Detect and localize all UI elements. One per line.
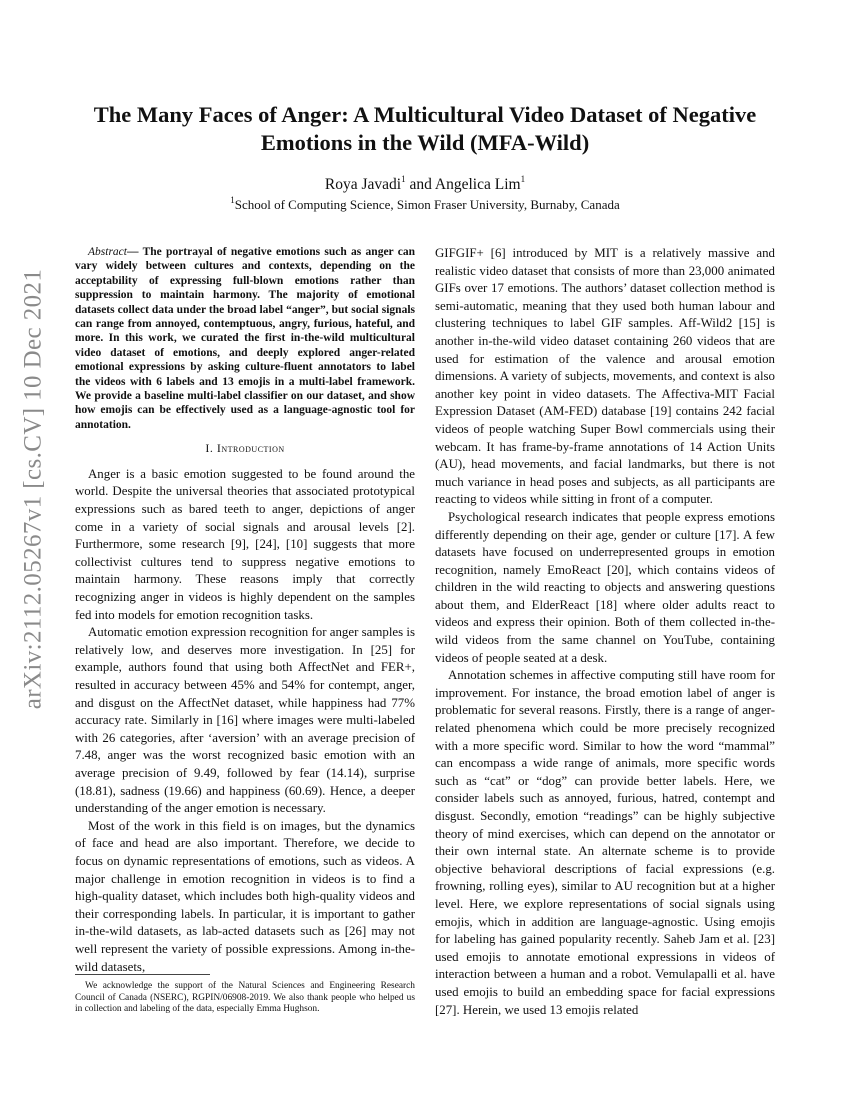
affiliation (70, 196, 780, 214)
author-list (70, 175, 780, 195)
right-column (435, 245, 775, 1019)
author-name: Angelica Lim (434, 176, 521, 193)
section-number: I. (205, 441, 214, 456)
author-conjunction: and (409, 176, 432, 193)
affiliation-mark: 1 (230, 194, 235, 205)
title-line-1: The Many Faces of Anger: A Multicultural Video Dataset of Negative (93, 102, 757, 127)
affiliation-text: School of Computing Science, Simon Fraser University, Burnaby, Canada (234, 197, 620, 212)
abstract-text: — The portrayal of negative emotions such as anger can vary widely between cultures and contexts, depending on the acceptability of expressing full-blown emotions rather than suppression to maintain harmony. The majority of emotional datasets collect data under the broad label “anger”, but social signals can range from annoyed, contemptuous, angry, furious, hateful, and more. In this work, we curated the first in-the-wild multicultural video dataset of emotions, and deeply explored anger-related emotional expressions by asking culture-fluent annotators to label the videos with 6 labels and 13 emojis in a multi-label framework. We provide a baseline multi-label classifier on our dataset, and show how emojis can be effectively used as a language-agnostic tool for annotation. (75, 246, 415, 431)
section-title: Introduction (216, 441, 285, 456)
author-affiliation-mark: 1 (520, 173, 526, 184)
section-heading-introduction (75, 440, 415, 458)
paragraph: Annotation schemes in affective computing still have room for improvement. For instance, the broad emotion label of anger is problematic for several reasons. Firstly, there is a range of anger-related phenomena which could be more precisely recognized with a more specific word. Similar to how the word “mammal” can encompass a wide range of animals, more specific words such as “cat” or “dog” can provide better labels. Here, we consider labels such as annoyed, furious, hatred, contempt and disgust. Secondly, emotion “readings” can be highly subjective theory of mind exercises, which can depend on the annotator or their own internal state. An alternate scheme is to provide objective behavioral descriptions of facial expressions (e.g. frowning, rolling eyes), similar to AU recognition but at a higher level. Here, we explore representations of social signals using emojis, which in addition are language-agnostic. Using emojis for labeling has gained popularity recently. Saheb Jam et al. [23] used emojis to annotate emotional expressions in videos of interaction between a human and a robot. Vemulapalli et al. have used emojis to build an embedding space for facial expressions [27]. Herein, we used 13 emojis related (435, 668, 775, 1017)
left-column (75, 245, 415, 976)
author-affiliation-mark: 1 (401, 173, 406, 184)
author-name: Roya Javadi (324, 176, 402, 193)
title-line-2: Emotions in the Wild (MFA-Wild) (260, 130, 590, 155)
paragraph: Most of the work in this field is on images, but the dynamics of face and head are also important. Therefore, we decide to focus on dynamic representations of emotions, such as videos. A major challenge in emotion recognition in videos is to find a high-quality dataset, which includes both high-quality videos and their corresponding labels. In particular, it is important to gather in-the-wild datasets, as lab-acted datasets such as [26] may not well represent the variety of possible expressions. Among in-the-wild datasets, (75, 818, 415, 974)
footnote (75, 977, 415, 1016)
paper-title (70, 101, 780, 157)
paragraph: GIFGIF+ [6] introduced by MIT is a relatively massive and realistic video dataset that consists of more than 23,000 animated GIFs over 17 emotions. The authors’ dataset collection method is semi-automatic, meaning that they used both human labour and clustering techniques to label GIF samples. Aff-Wild2 [15] is another in-the-wild video dataset containing 260 videos that are used for estimation of the valence and arousal emotion dimensions. A variety of subjects, movements, and context is also another key point in video datasets. The Affectiva-MIT Facial Expression Dataset (AM-FED) database [19] contains 242 facial videos of people watching Super Bowl commercials using their webcam. It has frame-by-frame annotations of 14 Action Units (AU), head movements, and facial landmarks, but there is not much variance in head poses and subjects, as all participants are reacting to videos while sitting in front of a computer. (435, 246, 775, 507)
footnote-text: We acknowledge the support of the Natural Sciences and Engineering Research Council of Canada (NSERC), RGPIN/06908-2019. We also thank people who helped us in collection and labeling of the data, especially Emma Hughson. (75, 981, 415, 1015)
paragraph: Psychological research indicates that people express emotions differently depending on their age, gender or culture [17]. A few datasets have focused on underrepresented groups in emotion recognition, namely EmoReact [20], which contains videos of children in the wild reacting to objects and answering questions about them, and ElderReact [18] where older adults react to videos and express their opinion. Both of them collected in-the-wild videos from the same channel on YouTube, containing videos of people seated at a desk. (435, 509, 775, 665)
paragraph: Automatic emotion expression recognition for anger samples is relatively low, and deserves more investigation. In [25] for example, authors found that using both AffectNet and FER+, resulted in accuracy between 45% and 54% for contempt, anger, and disgust on the AffectNet dataset, while happiness had 77% accuracy rate. Similarly in [16] where images were multi-labeled with 26 categories, after ‘aversion’ with an average precision of 7.48, anger was the worst recognized basic emotion with an average precision of 9.49, followed by fear (14.14), surprise (18.81), sadness (19.66) and happiness (60.69). Hence, a deeper understanding of the anger emotion is necessary. (75, 625, 415, 816)
arxiv-identifier: arXiv:2112.05267v1 [cs.CV] 10 Dec 2021 (19, 268, 46, 710)
abstract (75, 245, 415, 432)
abstract-label: Abstract (88, 246, 127, 258)
footnote-divider (75, 974, 210, 975)
arxiv-watermark (19, 268, 47, 710)
paragraph: Anger is a basic emotion suggested to be found around the world. Despite the universal theories that associated prototypical expressions such as bared teeth to anger, depictions of anger come in a variety of social signals and arousal levels [2]. Furthermore, some research [9], [24], [10] suggests that more collectivist cultures tend to suppress negative emotions to maintain harmony. These reasons imply that correctly recognizing anger in videos is highly dependent on the samples fed into models for emotion recognition tasks. (75, 466, 415, 622)
